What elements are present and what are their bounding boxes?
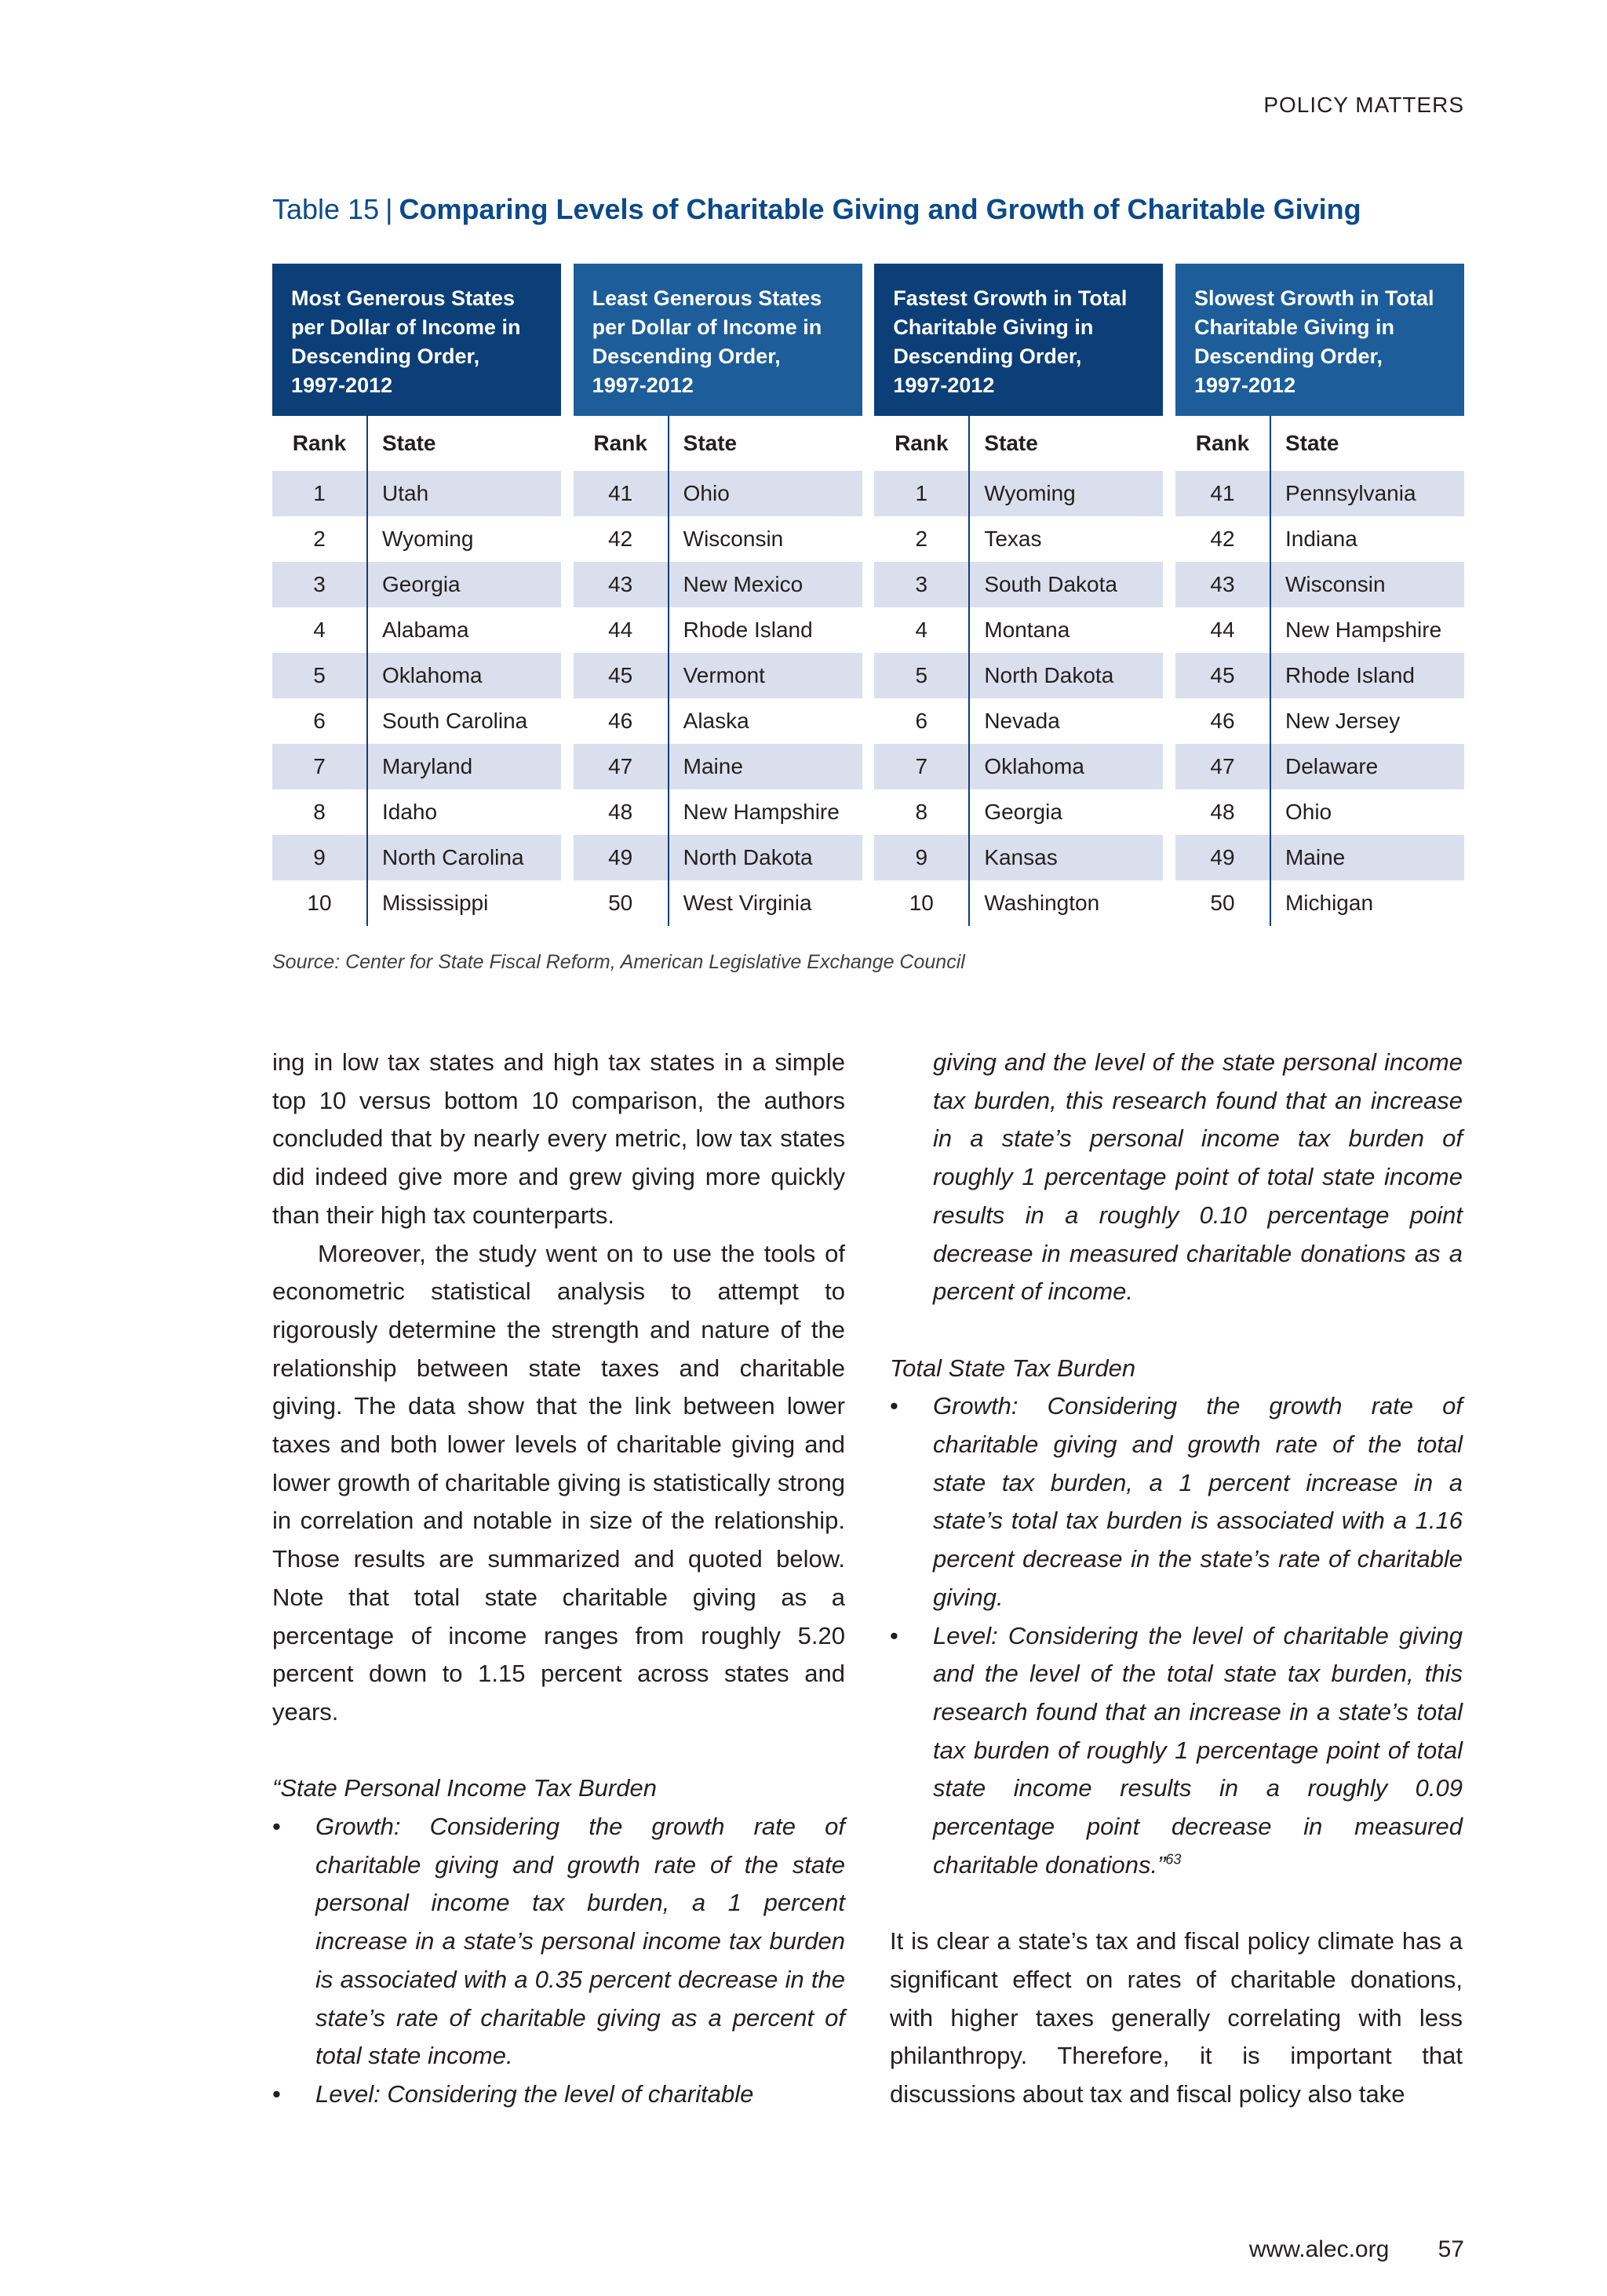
- table-row: [574, 607, 862, 653]
- table-row: [1175, 516, 1464, 562]
- table-row: [272, 789, 561, 835]
- table-row: [874, 607, 1163, 653]
- state-cell: Alabama: [382, 618, 469, 642]
- table-row: [874, 516, 1163, 562]
- state-cell: Wisconsin: [683, 527, 784, 551]
- state-cell: West Virginia: [683, 891, 812, 915]
- table-row: [574, 471, 862, 516]
- table-row: [1175, 698, 1464, 744]
- group-header-line: Most Generous States: [291, 286, 516, 310]
- body-column-right: [890, 1044, 1463, 2114]
- rank-cell: 2: [272, 516, 368, 562]
- table-body: [272, 416, 1464, 926]
- table-row: [1175, 471, 1464, 516]
- state-cell: Delaware: [1285, 754, 1379, 778]
- table-title-text: Comparing Levels of Charitable Giving and Growth of Charitable Giving: [399, 193, 1361, 225]
- state-cell: Alaska: [683, 709, 749, 733]
- table-row: [1175, 789, 1464, 835]
- state-cell: Maryland: [382, 754, 473, 778]
- table-group-headers: [272, 264, 1464, 416]
- rank-cell: 46: [574, 698, 669, 744]
- state-cell: Nevada: [984, 709, 1060, 733]
- rank-cell: 42: [1175, 516, 1271, 562]
- table-row: [272, 653, 561, 698]
- quote-bullet-text: Level: Considering the level of charitable: [315, 2079, 754, 2108]
- rank-cell: 8: [874, 789, 970, 835]
- rank-cell: 47: [1175, 744, 1271, 789]
- rank-cell: 50: [1175, 880, 1271, 926]
- table-column-header-row: [874, 416, 1163, 471]
- group-header-line: Charitable Giving in: [1193, 315, 1395, 339]
- body-paragraph: Moreover, the study went on to use the tools of econometric statistical analysis to attempt to rigorously determine the strength and nature of the relationship between state taxes and charitable giving. The data show that the link between lower taxes and both lower levels of charitable giving and lower growth of charitable giving is statistically strong in correlation and notable in size of the relationship. Those results are summarized and quoted below. Note that total state charitable giving as a percentage of income ranges from roughly 5.20 percent down to 1.15 percent across states and years.: [272, 1239, 845, 1726]
- body-column-left: [272, 1044, 845, 2114]
- column-header-rank: Rank: [574, 416, 669, 471]
- column-header-state: State: [683, 431, 738, 455]
- table-row: [874, 653, 1163, 698]
- state-cell: New Hampshire: [1285, 618, 1442, 642]
- state-cell: Rhode Island: [1285, 663, 1415, 687]
- rank-cell: 46: [1175, 698, 1271, 744]
- body-paragraph: ing in low tax states and high tax states in a simple top 10 versus bottom 10 comparison, the authors concluded that by nearly every metric, low tax states did indeed give more and grew giving more quickly than their high tax counterparts.: [272, 1048, 845, 1229]
- table-row: [574, 835, 862, 880]
- rank-cell: 49: [1175, 835, 1271, 880]
- state-cell: Oklahoma: [984, 754, 1084, 778]
- state-cell: North Dakota: [984, 663, 1114, 687]
- rank-cell: 41: [574, 471, 669, 516]
- table-row: [874, 698, 1163, 744]
- table-row: [574, 744, 862, 789]
- table-row: [1175, 653, 1464, 698]
- table-column-header-row: [272, 416, 561, 471]
- table-column-header-row: [1175, 416, 1464, 471]
- table-row: [1175, 744, 1464, 789]
- state-cell: Wisconsin: [1285, 572, 1386, 596]
- table-row: [874, 835, 1163, 880]
- bullet-marker: •: [890, 1621, 898, 1649]
- rank-cell: 10: [874, 880, 970, 926]
- table-column-header-row: [574, 416, 862, 471]
- group-header-line: Descending Order,: [291, 344, 480, 368]
- group-header-slowest-growth: [1175, 264, 1464, 416]
- table-row: [1175, 607, 1464, 653]
- table-row: [272, 562, 561, 607]
- group-header-line: Slowest Growth in Total: [1193, 286, 1434, 310]
- quote-bullet-text: [933, 1617, 1463, 1885]
- rank-cell: 42: [574, 516, 669, 562]
- column-header-state: State: [1285, 431, 1339, 455]
- body-paragraph: It is clear a state’s tax and fiscal policy climate has a significant effect on rates of charitable donations, with higher taxes generally correlating with less philanthropy. Therefore, it is important that discussions about tax and fiscal policy also take: [890, 1927, 1463, 2108]
- page-number: 57: [1438, 2236, 1464, 2262]
- group-header-line: 1997-2012: [1193, 374, 1296, 397]
- state-cell: Georgia: [984, 800, 1062, 824]
- group-header-line: 1997-2012: [592, 374, 694, 397]
- table-row: [874, 562, 1163, 607]
- quote-heading: Total State Tax Burden: [890, 1354, 1136, 1382]
- state-cell: Wyoming: [984, 481, 1076, 505]
- table-row: [874, 880, 1163, 926]
- state-cell: Idaho: [382, 800, 438, 824]
- rank-cell: 9: [874, 835, 970, 880]
- state-cell: Pennsylvania: [1285, 481, 1416, 505]
- table-row: [574, 880, 862, 926]
- state-cell: Vermont: [683, 663, 765, 687]
- state-cell: South Dakota: [984, 572, 1117, 596]
- quote-bullet: [890, 1387, 1463, 1616]
- state-cell: Mississippi: [382, 891, 489, 915]
- quote-bullet-text: Growth: Considering the growth rate of charitable giving and growth rate of the state personal income tax burden, a 1 percent increase in a state’s personal income tax burden is associated with a 0.35 percent decrease in the state’s rate of charitable giving as a percent of total state income.: [315, 1813, 845, 2070]
- rank-cell: 7: [272, 744, 368, 789]
- rank-cell: 1: [874, 471, 970, 516]
- state-cell: Ohio: [683, 481, 730, 505]
- table-group-column: [874, 416, 1163, 926]
- state-cell: New Mexico: [683, 572, 804, 596]
- rank-cell: 5: [272, 653, 368, 698]
- rank-cell: 43: [1175, 562, 1271, 607]
- state-cell: Michigan: [1285, 891, 1374, 915]
- table-row: [574, 789, 862, 835]
- group-header-line: Charitable Giving in: [893, 315, 1094, 339]
- rank-cell: 6: [874, 698, 970, 744]
- state-cell: Maine: [1285, 845, 1346, 869]
- rank-cell: 44: [574, 607, 669, 653]
- column-header-rank: Rank: [272, 416, 368, 471]
- page-footer: [1249, 2236, 1464, 2263]
- table-row: [1175, 880, 1464, 926]
- state-cell: Utah: [382, 481, 429, 505]
- state-cell: Indiana: [1285, 527, 1357, 551]
- state-cell: Wyoming: [382, 527, 474, 551]
- state-cell: Texas: [984, 527, 1042, 551]
- state-cell: Maine: [683, 754, 743, 778]
- table-row: [574, 653, 862, 698]
- state-cell: Ohio: [1285, 800, 1332, 824]
- column-header-state: State: [984, 431, 1038, 455]
- table-row: [272, 880, 561, 926]
- column-header-rank: Rank: [1175, 416, 1271, 471]
- state-cell: North Carolina: [382, 845, 524, 869]
- bullet-marker: •: [890, 1392, 898, 1420]
- table-row: [874, 471, 1163, 516]
- group-header-least-generous: [574, 264, 862, 416]
- rank-cell: 7: [874, 744, 970, 789]
- table-label: Table 15: [272, 193, 380, 225]
- rank-cell: 8: [272, 789, 368, 835]
- table-group-column: [574, 416, 862, 926]
- table-row: [874, 789, 1163, 835]
- table-row: [272, 516, 561, 562]
- table-title: [272, 193, 1361, 226]
- state-cell: Kansas: [984, 845, 1058, 869]
- table-group-column: [272, 416, 561, 926]
- quote-heading: “State Personal Income Tax Burden: [272, 1774, 657, 1802]
- group-header-line: 1997-2012: [291, 374, 393, 397]
- state-cell: Oklahoma: [382, 663, 483, 687]
- table-row: [272, 607, 561, 653]
- rank-cell: 10: [272, 880, 368, 926]
- state-cell: Montana: [984, 618, 1070, 642]
- group-header-line: 1997-2012: [893, 374, 995, 397]
- bullet-marker: •: [272, 2079, 281, 2108]
- table-row: [574, 516, 862, 562]
- state-cell: Washington: [984, 891, 1100, 915]
- rank-cell: 3: [874, 562, 970, 607]
- column-header-state: State: [382, 431, 436, 455]
- rank-cell: 48: [1175, 789, 1271, 835]
- table-row: [272, 698, 561, 744]
- rank-cell: 47: [574, 744, 669, 789]
- group-header-most-generous: [272, 264, 561, 416]
- state-cell: New Hampshire: [683, 800, 840, 824]
- running-head: POLICY MATTERS: [1263, 93, 1464, 117]
- group-header-line: Descending Order,: [893, 344, 1082, 368]
- rank-cell: 49: [574, 835, 669, 880]
- table-row: [874, 744, 1163, 789]
- rank-cell: 50: [574, 880, 669, 926]
- table-row: [1175, 835, 1464, 880]
- rank-cell: 6: [272, 698, 368, 744]
- state-cell: North Dakota: [683, 845, 813, 869]
- table-group-column: [1175, 416, 1464, 926]
- quote-bullet-continuation: giving and the level of the state personal income tax burden, this research found that an increase in a state’s personal income tax burden of roughly 1 percentage point of total state income results in a roughly 0.10 percentage point decrease in measured charitable donations as a percent of income.: [933, 1048, 1463, 1306]
- table-row: [574, 698, 862, 744]
- group-header-fastest-growth: [874, 264, 1163, 416]
- group-header-line: Descending Order,: [1193, 344, 1383, 368]
- table-source: Source: Center for State Fiscal Reform, American Legislative Exchange Council: [272, 951, 965, 973]
- group-header-line: per Dollar of Income in: [592, 315, 822, 339]
- rank-cell: 9: [272, 835, 368, 880]
- table-title-separator: |: [385, 193, 393, 225]
- rank-cell: 1: [272, 471, 368, 516]
- rank-cell: 5: [874, 653, 970, 698]
- table-row: [272, 835, 561, 880]
- table-row: [272, 744, 561, 789]
- state-cell: Georgia: [382, 572, 461, 596]
- state-cell: South Carolina: [382, 709, 528, 733]
- quote-bullet-text: Growth: Considering the growth rate of charitable giving and growth rate of the total state tax burden, a 1 percent increase in a state’s total tax burden is associated with a 1.16 percent decrease in the state’s rate of charitable giving.: [933, 1392, 1463, 1611]
- ranking-table: [272, 264, 1464, 926]
- table-row: [574, 562, 862, 607]
- rank-cell: 41: [1175, 471, 1271, 516]
- rank-cell: 48: [574, 789, 669, 835]
- quote-bullet-text-body: Level: Considering the level of charitable giving and the level of the total state tax burden, this research found that an increase in a state’s total tax burden of roughly 1 percentage point of total state income results in a roughly 0.09 percentage point decrease in measured charitable donations.”: [933, 1621, 1463, 1879]
- rank-cell: 43: [574, 562, 669, 607]
- group-header-line: Descending Order,: [592, 344, 781, 368]
- group-header-line: Least Generous States: [592, 286, 822, 310]
- quote-bullet: [272, 1808, 845, 2076]
- quote-bullet: [272, 2076, 845, 2114]
- rank-cell: 44: [1175, 607, 1271, 653]
- rank-cell: 4: [272, 607, 368, 653]
- rank-cell: 2: [874, 516, 970, 562]
- state-cell: New Jersey: [1285, 709, 1401, 733]
- group-header-line: Fastest Growth in Total: [893, 286, 1128, 310]
- footnote-ref[interactable]: 63: [1165, 1851, 1182, 1868]
- quote-bullet: [890, 1617, 1463, 1885]
- footer-url[interactable]: www.alec.org: [1248, 2236, 1390, 2262]
- rank-cell: 4: [874, 607, 970, 653]
- rank-cell: 45: [1175, 653, 1271, 698]
- state-cell: Rhode Island: [683, 618, 813, 642]
- table-row: [1175, 562, 1464, 607]
- column-header-rank: Rank: [874, 416, 970, 471]
- rank-cell: 3: [272, 562, 368, 607]
- rank-cell: 45: [574, 653, 669, 698]
- bullet-marker: •: [272, 1813, 281, 1841]
- group-header-line: per Dollar of Income in: [291, 315, 521, 339]
- table-row: [272, 471, 561, 516]
